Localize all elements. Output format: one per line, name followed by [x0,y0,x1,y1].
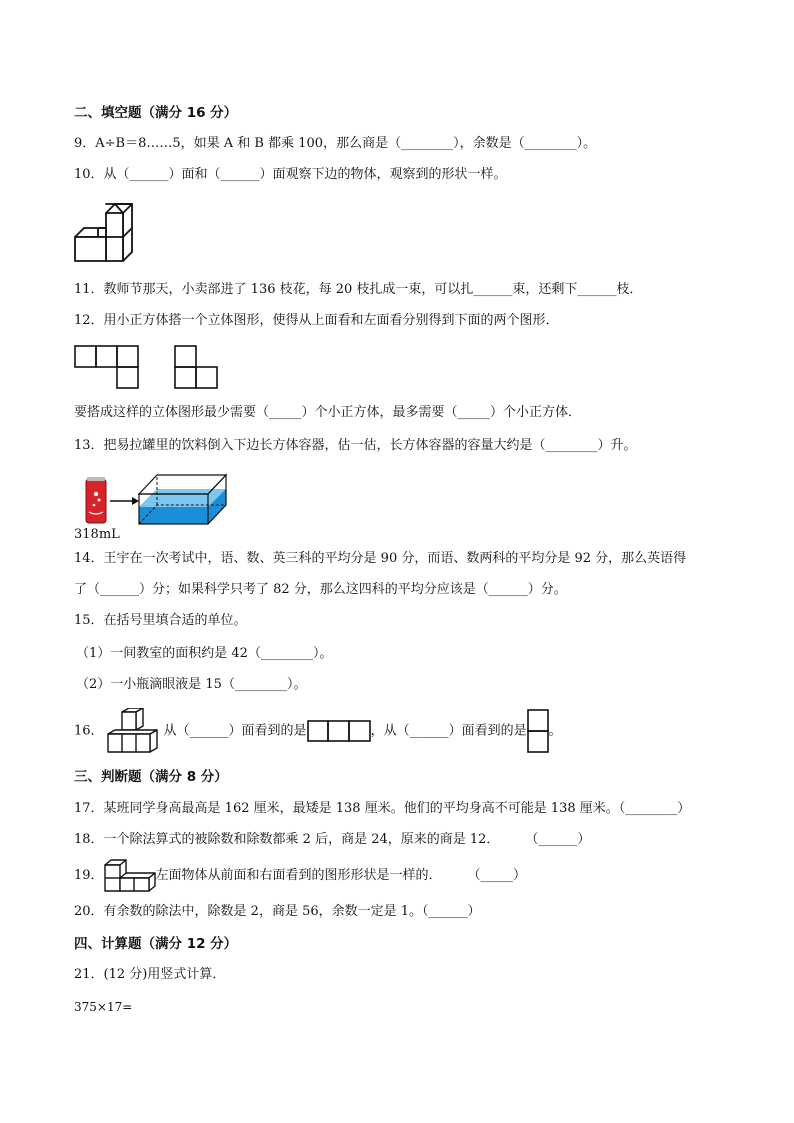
left-view-grid [174,345,218,389]
question-9: 9．A÷B＝8……5，如果 A 和 B 都乘 100，那么商是（________），余数是（________）。 [74,136,597,151]
question-14-line1: 14．王宇在一次考试中，语、数、英三科的平均分是 90 分，而语、数两科的平均分是 92 分，那么英语得 [74,551,687,566]
question-13: 13．把易拉罐里的饮料倒入下边长方体容器，估一估，长方体容器的容量大约是（________）升。 [74,438,637,453]
q16-view-two-squares [527,709,549,753]
question-16-text-a: 从（______）面看到的是 [163,723,307,739]
q19-solid-figure [104,859,156,893]
question-16-text-c: 。 [548,723,562,739]
question-16 [74,708,562,754]
question-12: 12．用小正方体搭一个立体图形，使得从上面看和左面看分别得到下面的两个图形． [74,313,559,328]
top-view-grid [74,345,138,389]
question-19-number: 19． [74,868,104,883]
question-16-text-b: ，从（______）面看到的是 [370,723,527,739]
can-and-container-figure [84,472,230,528]
q16-solid-figure [104,708,164,754]
question-15-part1: （1）一间教室的面积约是 42（________）。 [76,646,333,661]
question-15: 15．在括号里填合适的单位。 [74,613,247,628]
cube-stack-figure [74,201,138,265]
question-15-part2: （2）一小瓶滴眼液是 15（________）。 [76,677,307,692]
section-judge: 三、判断题（满分 8 分） [74,769,228,785]
question-19 [74,858,526,894]
can-volume-label: 318mL [74,527,120,542]
question-12-answer-line: 要搭成这样的立体图形最少需要（_____）个小正方体，最多需要（_____）个小正方体． [74,405,582,420]
question-11: 11．教师节那天，小卖部进了 136 枝花，每 20 枝扎成一束，可以扎______束，还剩下______枝． [74,282,643,297]
question-19-text: 左面物体从前面和右面看到的图形形状是一样的． （_____） [155,868,527,883]
question-18: 18．一个除法算式的被除数和除数都乘 2 后，商是 24，原来的商是 12． （______） [74,832,591,847]
q16-view-three-squares [307,720,371,742]
question-21: 21．(12 分)用竖式计算． [74,967,226,982]
question-20: 20．有余数的除法中，除数是 2，商是 56，余数一定是 1。（______） [74,904,481,919]
question-16-number: 16． [74,723,104,739]
question-10: 10．从（______）面和（______）面观察下边的物体，观察到的形状一样。 [74,167,507,182]
question-21-expression: 375×17= [74,1000,133,1014]
question-14-line2: 了（______）分；如果科学只考了 82 分，那么这四科的平均分应该是（______）分。 [74,582,567,597]
question-17: 17．某班同学身高最高是 162 厘米，最矮是 138 厘米。他们的平均身高不可能是 138 厘米。（________） [74,801,691,816]
section-compute: 四、计算题（满分 12 分） [74,936,238,952]
section-fill-blank: 二、填空题（满分 16 分） [74,105,238,121]
